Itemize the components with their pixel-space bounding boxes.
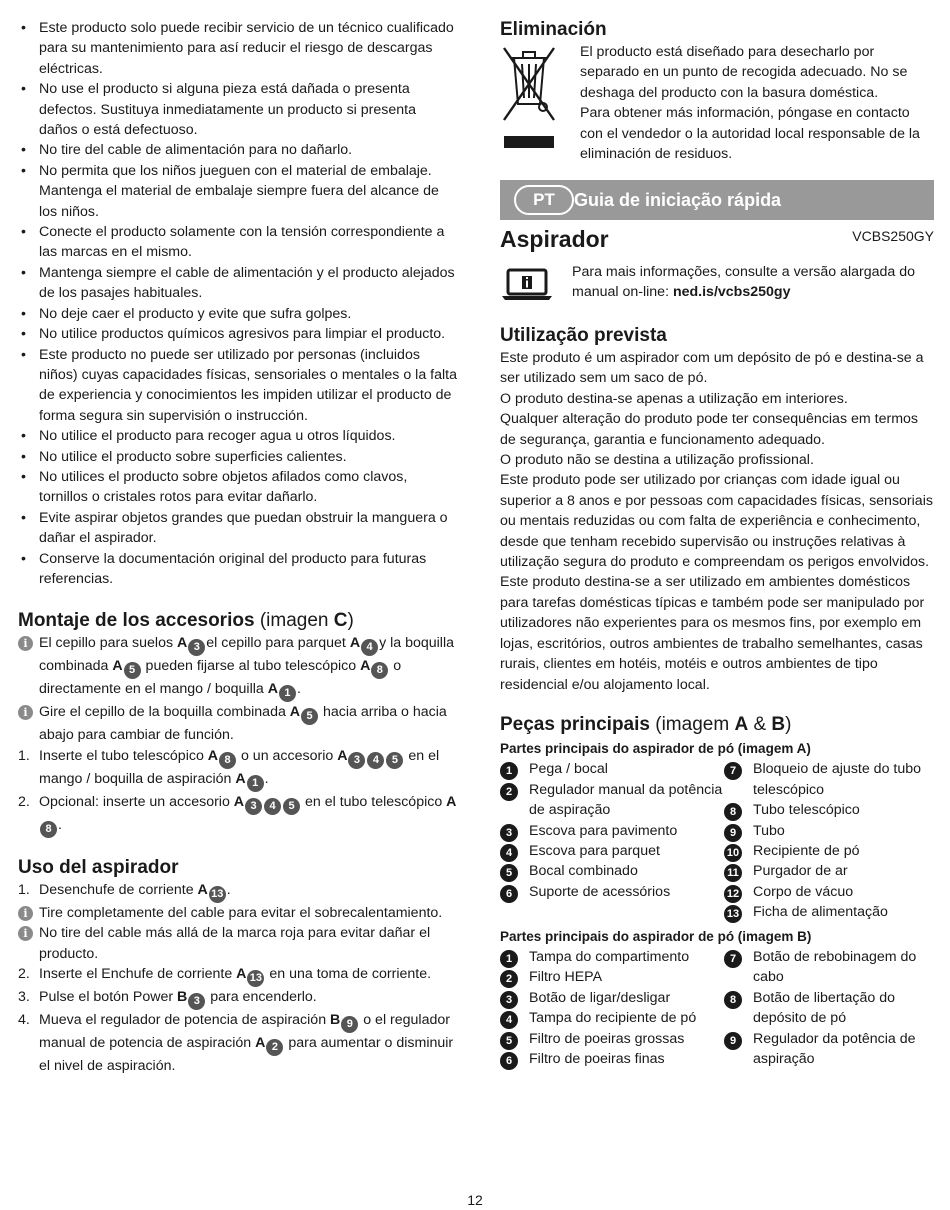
part-label: Ficha de alimentação [753,904,888,921]
text: o directamente en el mango / boquilla [39,658,402,698]
part-number: 1 [500,762,518,780]
ref-amp: & [748,713,772,735]
paragraph: Este produto é um aspirador com um depósito de pó e destina-se a ser utilizado sem um saco de pó. [500,350,924,387]
part-item [500,841,724,861]
info-icon: i [18,633,38,653]
list-item: • No utilice el producto sobre superficies calientes. [18,447,458,467]
text: en el tubo telescópico [301,793,447,810]
parts-a-list [500,759,934,922]
list-item: • No utilice productos químicos agresivos para limpiar el producto. [18,324,458,344]
part-number: 9 [724,1032,742,1050]
part-label: Tampa do recipiente de pó [529,1010,697,1027]
step-item [18,987,458,1010]
part-item [724,800,934,820]
list-item: • No utilices el producto sobre objetos afilados como clavos, tornillos o cristales rotos para evitar dañarlo. [18,467,458,508]
part-label: Filtro de poeiras finas [529,1051,665,1067]
part-label: Botão de libertação do depósito de pó [753,989,895,1027]
list-item: • No use el producto si alguna pieza está dañada o presenta defectos. Sustituya inmediatamente un producto si presenta daños o está defectuoso. [18,79,458,140]
step-item [18,1010,458,1076]
list-item: • No tire del cable de alimentación para no dañarlo. [18,140,458,160]
ref-letter: C [333,610,348,632]
step-number: 4. [18,1012,30,1028]
number-badge: 13 [247,970,264,987]
laptop-info-icon [500,268,554,302]
part-number: 3 [500,991,518,1009]
eliminacion-text [580,42,934,164]
parts-column [724,947,934,1069]
ref-letter: A [207,747,219,764]
text: Gire el cepillo de la boquilla combinada [39,704,290,721]
part-number: 6 [500,885,518,903]
text: para aumentar o disminuir el nivel de aspiración. [39,1035,454,1074]
manual-text [572,262,934,303]
text: el cepillo para parquet [206,635,350,652]
number-badge: 8 [371,662,388,679]
ref-letter: A [233,793,245,810]
paragraph: Para obtener más información, póngase en contacto con el vendedor o la autoridad local responsable de la eliminación de residuos. [580,105,920,163]
parts-column [500,947,724,1069]
ref-letter: A [235,770,246,787]
number-badge: 2 [266,1039,283,1056]
part-number: 8 [724,991,742,1009]
ref-letter: A [177,635,188,652]
left-column [18,18,458,1076]
text: . [296,681,301,698]
step-item [18,964,458,987]
paragraph: Este produto destina-se a ser utilizado em ambientes domésticos para tarefas domésticas típicas e também pode ser manipulado por utilizadores não experientes para os mesmos fins, por exemplo em lojas, escritórios, outros ambientes de trabalho semelhantes, casas rurais, clientes em hotéis, motéis e outros ambientes de tipo residencial e/ou alojamento local. [500,574,925,693]
text: Desenchufe de corriente [39,881,198,898]
part-item [500,861,724,881]
text: en una toma de corriente. [265,966,432,982]
number-badge: 5 [301,708,318,725]
info-note [18,903,458,923]
part-item [724,821,934,841]
product-code: VCBS250GY [852,228,934,244]
language-badge: PT [514,185,574,215]
info-icon: i [18,702,38,722]
text: en el mango / boquilla de aspiración [39,747,440,787]
part-item [500,1029,724,1049]
parts-column [724,759,934,922]
manual-link[interactable]: ned.is/vcbs250gy [672,284,791,301]
part-item [500,780,724,821]
list-item: • No utilice el producto para recoger agua u otros líquidos. [18,426,458,446]
parts-column [500,759,724,922]
step-item [18,746,458,792]
paragraph: Qualquer alteração do produto pode ter consequências em termos de segurança, garantia e funcionamento adequado. [500,411,918,448]
text: Inserte el tubo telescópico [39,747,208,764]
part-number: 4 [500,844,518,862]
part-label: Purgador de ar [753,863,848,880]
number-badge: 5 [386,752,403,769]
ref-letter: A [255,1035,266,1051]
ref-letter: A [360,658,371,675]
part-item [724,759,934,800]
number-badge: 1 [247,775,264,792]
montaje-section [18,609,458,837]
ref-letter: B [177,989,188,1005]
uso-section [18,856,458,1077]
info-note [18,702,458,745]
part-label: Regulador da potência de aspiração [753,1030,916,1067]
text: . [226,881,231,898]
language-banner [500,180,934,220]
part-label: Recipiente de pó [753,842,860,859]
list-item: • Este producto solo puede recibir servicio de un técnico cualificado para su mantenimiento para así reducir el riesgo de descargas eléctricas. [18,18,458,79]
page-number: 12 [467,1192,483,1208]
text: para encenderlo. [206,989,317,1005]
text: pueden fijarse al tubo telescópico [141,658,361,675]
step-item [18,792,458,838]
number-badge: 4 [367,752,384,769]
part-label: Filtro HEPA [529,969,603,986]
part-item [500,967,724,987]
text: o el regulador manual de potencia de aspiración [39,1012,450,1051]
parts-a-heading: Partes principais do aspirador de pó (imagem A) [500,740,811,756]
utilizacao-heading: Utilização prevista [500,325,667,346]
part-label: Regulador manual da potência de aspiração [529,781,723,819]
ref-letter: B [330,1012,341,1028]
text: Mueva el regulador de potencia de aspiración [39,1012,331,1028]
number-badge: 3 [188,639,205,656]
part-label: Botão de ligar/desligar [529,989,671,1006]
text: Para mais informações, consulte a versão alargada do manual on-line: [572,264,916,301]
ref-letter: A [337,747,348,764]
part-item [724,947,934,988]
number-badge: 13 [209,886,226,903]
parts-b-list [500,947,934,1069]
part-item [724,841,934,861]
ref-suffix: ) [347,610,354,632]
step-number: 2. [18,793,30,810]
pecas-section [500,713,934,1070]
part-item [500,1008,724,1028]
part-item [500,882,724,902]
info-note [18,923,458,964]
manual-note [500,262,934,314]
step-number: 1. [18,747,30,764]
part-number: 9 [724,824,742,842]
part-item [724,882,934,902]
banner-title: Guia de iniciação rápida [574,190,782,210]
pecas-heading [500,713,934,737]
ref-letter: A [236,966,247,982]
part-label: Tubo [753,822,785,839]
list-item: • Este producto no puede ser utilizado por personas (incluidos niños) cuyas capacidades físicas, sensoriales o mentales o la falta de experiencia y conocimientos les impiden utilizar el producto de forma segura sin supervisión o instrucción. [18,345,458,427]
step-number: 1. [18,881,30,898]
part-number: 2 [500,783,518,801]
utilizacao-section [500,324,934,695]
ref-letter: A [734,713,749,735]
part-item [500,821,724,841]
part-number: 7 [724,762,742,780]
crossed-out-wheelie-bin-icon [500,44,558,152]
part-item [500,947,724,967]
part-label: Bloqueio de ajuste do tubo telescópico [753,761,922,798]
list-item: • No deje caer el producto y evite que sufra golpes. [18,304,458,324]
number-badge: 4 [361,639,378,656]
text: . [58,816,62,833]
number-badge: 3 [188,993,205,1010]
part-number: 5 [500,1032,518,1050]
uso-heading: Uso del aspirador [18,856,179,878]
part-number: 3 [500,824,518,842]
paragraph: El producto está diseñado para desecharlo por separado en un punto de recogida adecuado. No se deshaga del producto con la basura doméstica. [580,44,908,101]
montaje-ref [260,610,354,631]
pecas-ref [650,714,792,735]
part-number: 11 [724,864,742,882]
part-label: Bocal combinado [529,863,638,880]
number-badge: 8 [40,821,57,838]
part-number: 1 [500,950,518,968]
part-item [500,988,724,1008]
number-badge: 4 [264,798,281,815]
list-item: • Mantenga siempre el cable de alimentación y el producto alejados de los pasajes habituales. [18,263,458,304]
paragraph: Este produto pode ser utilizado por crianças com idade igual ou superior a 8 anos e por pessoas com capacidades físicas, sensoriais ou mentais reduzidas ou com falta de experiência e conhecimento, desde que tenham recebido supervisão ou instruções relativas à utilização segura do produto e compreendam os perigos envolvidos. [500,472,933,571]
pecas-title: Peças principais [500,713,650,735]
part-number: 6 [500,1052,518,1070]
part-item [724,902,934,922]
number-badge: 3 [245,798,262,815]
number-badge: 3 [348,752,365,769]
text: El cepillo para suelos [39,635,178,652]
part-number: 7 [724,950,742,968]
step-number: 2. [18,966,30,982]
part-number: 13 [724,905,742,923]
step-item [18,880,458,903]
ref-prefix: (imagem [649,713,735,735]
part-label: Botão de rebobinagem do cabo [753,948,917,986]
ref-suffix: ) [785,713,792,735]
part-number: 10 [724,844,742,862]
text: . [264,770,269,787]
info-note [18,633,458,702]
part-number: 2 [500,970,518,988]
text: y la boquilla combinada [39,635,454,675]
number-badge: 9 [341,1016,358,1033]
part-number: 8 [724,803,742,821]
part-label: Pega / bocal [529,761,608,778]
ref-letter: B [771,713,786,735]
safety-list [18,18,458,589]
number-badge: 5 [283,798,300,815]
eliminacion-section [500,18,934,162]
part-label: Escova para parquet [529,842,660,859]
step-number: 3. [18,989,30,1005]
montaje-title: Montaje de los accesorios [18,610,255,632]
ref-letter: A [349,635,361,652]
montaje-heading [18,609,458,633]
ref-letter: A [267,681,278,698]
text: Tire completamente del cable para evitar el sobrecalentamiento. [39,904,443,921]
part-label: Tampa do compartimento [529,948,690,965]
part-item [724,1029,934,1070]
number-badge: 8 [219,752,236,769]
list-item: • No permita que los niños jueguen con el material de embalaje. Mantenga el material de embalaje siempre fuera del alcance de los niños. [18,161,458,222]
ref-letter: A [289,704,301,721]
part-number: 5 [500,864,518,882]
product-header [500,224,934,258]
ref-letter: A [446,793,457,810]
part-label: Escova para pavimento [529,822,678,839]
ref-letter: A [197,881,208,898]
text: No tire del cable más allá de la marca roja para evitar dañar el producto. [39,925,431,962]
text: Opcional: inserte un accesorio [39,793,234,810]
number-badge: 1 [279,685,296,702]
list-item: • Evite aspirar objetos grandes que puedan obstruir la manguera o dañar el aspirador. [18,508,458,549]
part-item [500,759,724,779]
part-label: Filtro de poeiras grossas [529,1030,685,1047]
part-label: Suporte de acessórios [529,883,671,900]
part-item [500,1049,724,1069]
text: o un accesorio [237,747,338,764]
eliminacion-heading: Eliminación [500,19,607,40]
info-icon: i [18,903,38,923]
part-item [724,988,934,1029]
info-icon: i [18,923,38,943]
list-item: • Conecte el producto solamente con la tensión correspondiente a las marcas en el mismo. [18,222,458,263]
part-number: 4 [500,1011,518,1029]
paragraph: O produto destina-se apenas a utilização em interiores. [500,390,848,407]
part-label: Corpo de vácuo [753,883,854,900]
parts-b-heading: Partes principais do aspirador de pó (imagem B) [500,928,812,944]
text: hacia arriba o hacia abajo para cambiar de función. [39,704,447,744]
text: Pulse el botón Power [39,989,178,1005]
list-item: • Conserve la documentación original del producto para futuras referencias. [18,549,458,590]
part-item [724,861,934,881]
text: Inserte el Enchufe de corriente [39,966,237,982]
part-number: 12 [724,885,742,903]
paragraph: O produto não se destina a utilização profissional. [500,452,814,469]
right-column [500,18,934,1069]
ref-letter: A [112,658,123,675]
number-badge: 5 [124,662,141,679]
product-name: Aspirador [500,226,609,252]
ref-prefix: (imagen [259,610,334,632]
part-label: Tubo telescópico [753,802,860,819]
